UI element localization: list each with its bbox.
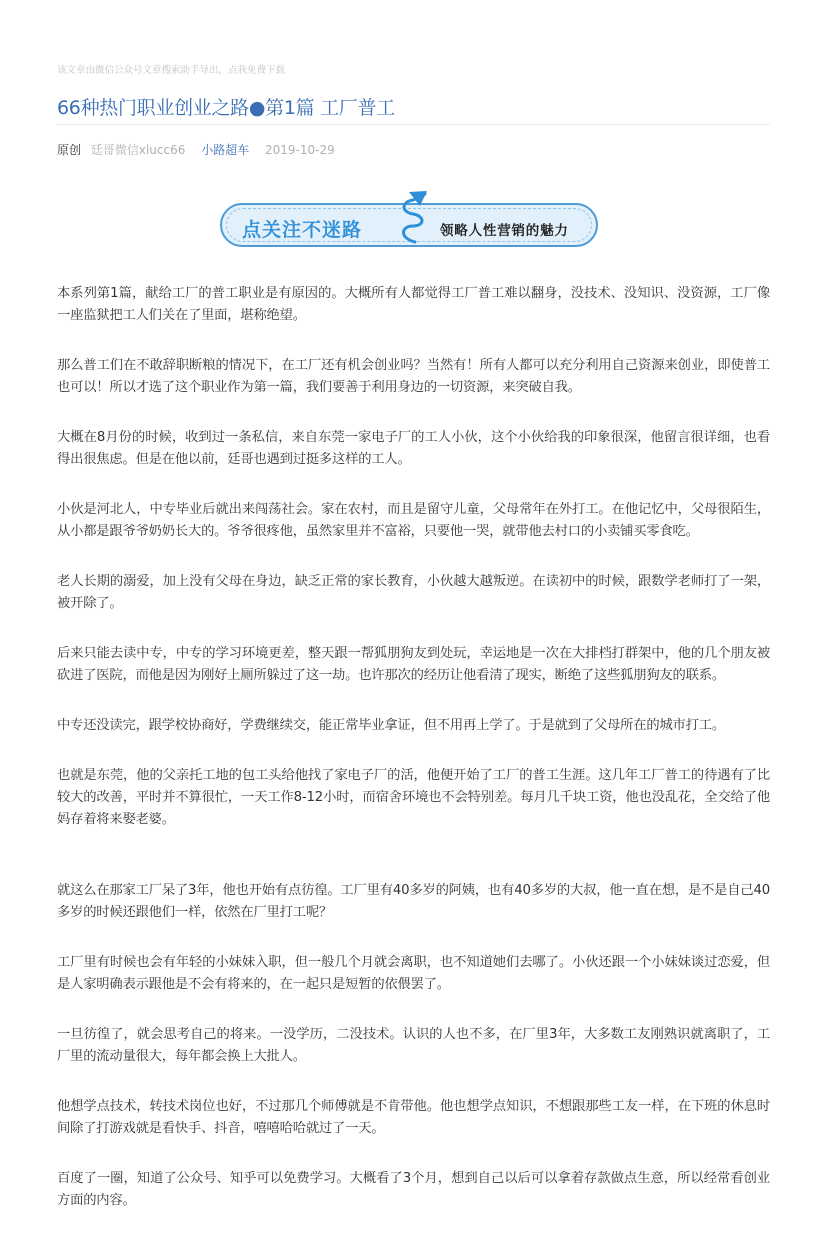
publish-date: 2019-10-29 [265,143,335,157]
paragraph: 也就是东莞，他的父亲托工地的包工头给他找了家电子厂的活，他便开始了工厂的普工生涯。这几年工厂普工的待遇有了比较大的改善，平时并不算很忙，一天工作8-12小时，而宿舍环境也不会特别差。每月几千块工资，他也没乱花，全交给了他妈存着将来娶老婆。 [57,768,770,827]
paragraph: 那么普工们在不敢辞职断粮的情况下，在工厂还有机会创业吗？当然有！所有人都可以充分利用自己资源来创业，即使普工也可以！所以才选了这个职业作为第一篇，我们要善于利用身边的一切资源，来突破自我。 [57,358,770,395]
banner-follow-text: 点关注不迷路 [242,219,363,241]
paragraph: 工厂里有时候也会有年轻的小妹妹入职，但一般几个月就会离职，也不知道她们去哪了。小伙还跟一个小妹妹谈过恋爱，但是人家明确表示跟他是不会有将来的，在一起只是短暂的依偎罢了。 [57,955,770,992]
title-divider [57,124,770,125]
follow-banner [217,186,603,252]
account-link[interactable]: 小路超车 [201,143,250,157]
paragraph: 中专还没读完，跟学校协商好，学费继续交，能正常毕业拿证，但不用再上学了。于是就到了父母所在的城市打工。 [57,718,725,733]
paragraph: 大概在8月份的时候，收到过一条私信，来自东莞一家电子厂的工人小伙，这个小伙给我的印象很深，他留言很详细，也看得出很焦虑。但是在他以前，廷哥也遇到过挺多这样的工人。 [57,430,770,467]
paragraph: 本系列第1篇，献给工厂的普工职业是有原因的。大概所有人都觉得工厂普工难以翻身，没技术、没知识、没资源，工厂像一座监狱把工人们关在了里面，堪称绝望。 [57,286,770,323]
paragraph: 老人长期的溺爱，加上没有父母在身边，缺乏正常的家长教育，小伙越大越叛逆。在读初中的时候，跟数学老师打了一架，被开除了。 [57,574,770,611]
article-body [57,283,770,1240]
paragraph: 后来只能去读中专，中专的学习环境更差，整天跟一帮狐朋狗友到处玩，幸运地是一次在大排档打群架中，他的几个朋友被砍进了医院，而他是因为刚好上厕所躲过了这一劫。也许那次的经历让他看清了现实，断绝了这些狐朋狗友的联系。 [57,646,770,683]
article-title: 66种热门职业创业之路●第1篇 工厂普工 [57,97,395,119]
paragraph: 一旦彷徨了，就会思考自己的将来。一没学历，二没技术。认识的人也不多，在厂里3年，大多数工友刚熟识就离职了，工厂里的流动量很大，每年都会换上大批人。 [57,1027,770,1064]
paragraph: 就这么在那家工厂呆了3年，他也开始有点彷徨。工厂里有40多岁的阿姨，也有40多岁的大叔，他一直在想，是不是自己40多岁的时候还跟他们一样，依然在厂里打工呢？ [57,883,770,920]
original-tag: 原创 [57,143,82,157]
paragraph: 百度了一圈，知道了公众号、知乎可以免费学习。大概看了3个月，想到自己以后可以拿着存款做点生意，所以经常看创业方面的内容。 [57,1171,770,1208]
paragraph: 小伙是河北人，中专毕业后就出来闯荡社会。家在农村，而且是留守儿童，父母常年在外打工。在他记忆中，父母很陌生，从小都是跟爷爷奶奶长大的。爷爷很疼他，虽然家里并不富裕，只要他一哭，就带他去村口的小卖铺买零食吃。 [57,502,770,539]
export-notice-link[interactable]: 该文章由微信公众号文章搜索助手导出，点我免费下载 [57,65,286,76]
banner-slogan-text: 领略人性营销的魅力 [440,223,569,239]
article-meta [57,141,335,158]
paragraph: 他想学点技术，转技术岗位也好，不过那几个师傅就是不肯带他。他也想学点知识，不想跟那些工友一样，在下班的休息时间除了打游戏就是看快手、抖音，嘻嘻哈哈就过了一天。 [57,1099,770,1136]
swirl-arrow-icon [389,186,437,250]
author-name: 廷哥微信xlucc66 [90,143,186,157]
